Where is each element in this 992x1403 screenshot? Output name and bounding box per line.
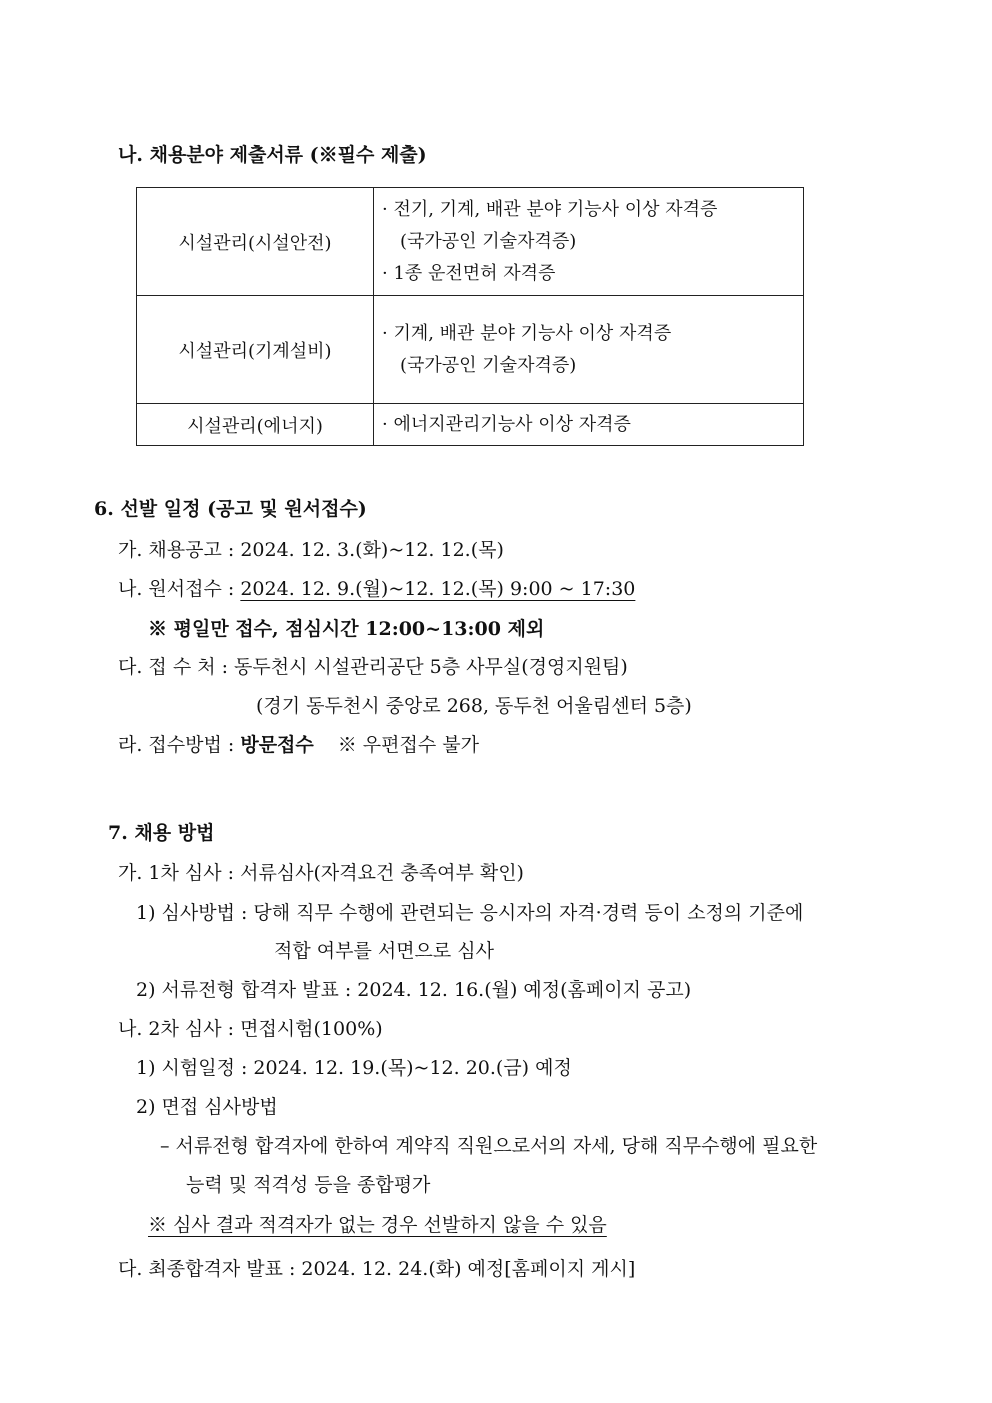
- requirement-line: (국가공인 기술자격증): [400, 354, 577, 376]
- field-cell: 시설관리(기계설비): [137, 296, 374, 404]
- table-row: [137, 296, 804, 404]
- requirements-cell: [374, 296, 804, 404]
- requirement-line: · 전기, 기계, 배관 분야 기능사 이상 자격증: [382, 198, 718, 220]
- application-period: [118, 580, 635, 599]
- first-screening-method: 1) 심사방법 : 당해 직무 수행에 관련되는 응시자의 자격·경력 등이 소정의 기준에: [136, 902, 804, 924]
- application-office-address: (경기 동두천시 중앙로 268, 동두천 어울림센터 5층): [256, 695, 692, 717]
- table-row: [137, 404, 804, 446]
- second-screening: 나. 2차 심사 : 면접시험(100%): [118, 1018, 383, 1040]
- weekday-note: ※ 평일만 접수, 점심시간 12:00~13:00 제외: [148, 618, 545, 640]
- requirement-line: · 1종 운전면허 자격증: [382, 262, 556, 284]
- requirements-cell: [374, 404, 804, 446]
- required-documents-table: [136, 187, 804, 446]
- interview-method-detail: – 서류전형 합격자에 한하여 계약직 직원으로서의 자세, 당해 직무수행에 필요한: [160, 1135, 818, 1157]
- application-method-label: 라. 접수방법 :: [118, 734, 241, 756]
- application-method: [118, 736, 479, 755]
- requirement-line: · 에너지관리기능사 이상 자격증: [382, 413, 631, 435]
- requirements-cell: [374, 188, 804, 296]
- interview-schedule: 1) 시험일정 : 2024. 12. 19.(목)~12. 20.(금) 예정: [136, 1057, 572, 1079]
- section6-title: 6. 선발 일정 (공고 및 원서접수): [94, 498, 367, 520]
- first-screening: 가. 1차 심사 : 서류심사(자격요건 충족여부 확인): [118, 862, 524, 884]
- interview-method-detail-cont: 능력 및 적격성 등을 종합평가: [186, 1174, 431, 1196]
- recruit-notice-period: 가. 채용공고 : 2024. 12. 3.(화)~12. 12.(목): [118, 539, 504, 561]
- no-qualified-note: ※ 심사 결과 적격자가 없는 경우 선발하지 않을 수 있음: [148, 1214, 607, 1236]
- section7-title: 7. 채용 방법: [108, 822, 215, 844]
- interview-method: 2) 면접 심사방법: [136, 1096, 278, 1118]
- field-cell: 시설관리(시설안전): [137, 188, 374, 296]
- document-pass-announcement: 2) 서류전형 합격자 발표 : 2024. 12. 16.(월) 예정(홈페이지 공고): [136, 979, 692, 1001]
- application-method-note: ※ 우편접수 불가: [337, 734, 479, 756]
- table-row: [137, 188, 804, 296]
- field-cell: 시설관리(에너지): [137, 404, 374, 446]
- final-announcement: 다. 최종합격자 발표 : 2024. 12. 24.(화) 예정[홈페이지 게시]: [118, 1258, 636, 1280]
- requirement-line: (국가공인 기술자격증): [400, 230, 577, 252]
- requirement-line: · 기계, 배관 분야 기능사 이상 자격증: [382, 322, 672, 344]
- application-method-value: 방문접수: [240, 734, 314, 756]
- application-period-value: 2024. 12. 9.(월)~12. 12.(목) 9:00 ~ 17:30: [240, 578, 636, 600]
- application-period-label: 나. 원서접수 :: [118, 578, 241, 600]
- first-screening-method-cont: 적합 여부를 서면으로 심사: [274, 940, 495, 962]
- docs-section-title: 나. 채용분야 제출서류 (※필수 제출): [118, 144, 427, 166]
- application-office: 다. 접 수 처 : 동두천시 시설관리공단 5층 사무실(경영지원팀): [118, 656, 628, 678]
